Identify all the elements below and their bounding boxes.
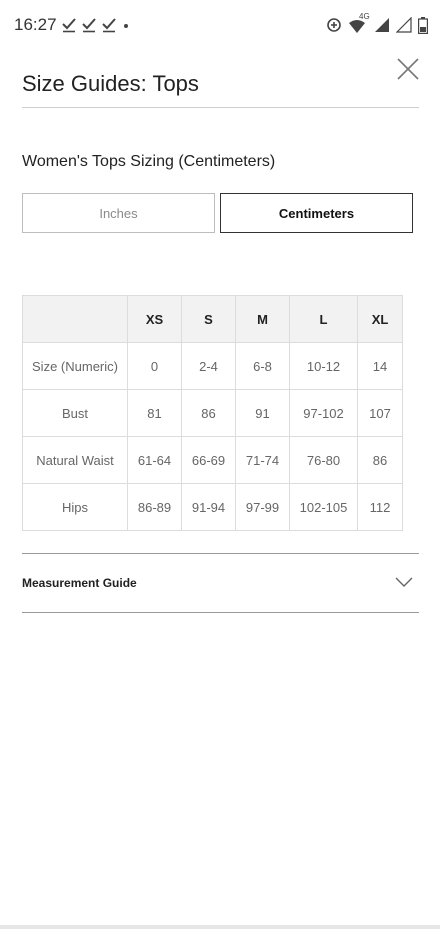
table-row [23, 390, 403, 437]
row-label: Size (Numeric) [23, 343, 128, 390]
table-cell: 91 [236, 390, 290, 437]
notification-icons [62, 15, 130, 35]
table-cell: 10-12 [290, 343, 358, 390]
table-cell: 71-74 [236, 437, 290, 484]
size-table [22, 295, 403, 531]
navigation-bar [0, 925, 440, 929]
table-cell: 2-4 [182, 343, 236, 390]
row-label: Bust [23, 390, 128, 437]
table-cell: 14 [358, 343, 403, 390]
chevron-down-icon [395, 576, 413, 588]
table-cell: 102-105 [290, 484, 358, 531]
table-cell: 112 [358, 484, 403, 531]
close-button[interactable] [396, 57, 420, 81]
dot-icon [122, 17, 130, 33]
size-header: M [236, 296, 290, 343]
table-cell: 86 [182, 390, 236, 437]
battery-icon [418, 17, 428, 34]
table-cell: 81 [128, 390, 182, 437]
check-icon [62, 17, 76, 33]
table-cell: 76-80 [290, 437, 358, 484]
header-divider [22, 107, 419, 108]
size-header: L [290, 296, 358, 343]
table-cell: 97-99 [236, 484, 290, 531]
status-bar [0, 0, 440, 50]
wifi-icon [348, 12, 370, 34]
signal-icon [374, 17, 390, 33]
measurement-guide-accordion[interactable] [22, 556, 419, 612]
accordion-label: Measurement Guide [22, 576, 137, 590]
system-icons [326, 14, 428, 36]
table-cell: 97-102 [290, 390, 358, 437]
page-title: Size Guides: Tops [22, 71, 199, 96]
table-row [23, 484, 403, 531]
table-cell: 107 [358, 390, 403, 437]
signal-empty-icon [396, 17, 412, 33]
check-icon [102, 17, 116, 33]
check-icon [82, 17, 96, 33]
status-time: 16:27 [14, 15, 57, 34]
table-cell: 86 [358, 437, 403, 484]
inches-toggle-button[interactable]: Inches [22, 193, 215, 233]
row-label: Hips [23, 484, 128, 531]
accordion-divider-top [22, 553, 419, 554]
accordion-divider-bottom [22, 612, 419, 613]
size-header: S [182, 296, 236, 343]
close-icon [396, 57, 420, 81]
table-cell: 6-8 [236, 343, 290, 390]
table-cell: 0 [128, 343, 182, 390]
row-label: Natural Waist [23, 437, 128, 484]
centimeters-toggle-button[interactable]: Centimeters [220, 193, 413, 233]
table-cell: 86-89 [128, 484, 182, 531]
table-header-blank [23, 296, 128, 343]
size-header: XS [128, 296, 182, 343]
data-saver-icon [326, 17, 342, 33]
table-row [23, 437, 403, 484]
size-header: XL [358, 296, 403, 343]
network-label: 4G [359, 12, 370, 21]
section-title: Women's Tops Sizing (Centimeters) [22, 153, 276, 170]
table-cell: 66-69 [182, 437, 236, 484]
table-header-row [23, 296, 403, 343]
table-cell: 61-64 [128, 437, 182, 484]
table-row [23, 343, 403, 390]
table-cell: 91-94 [182, 484, 236, 531]
